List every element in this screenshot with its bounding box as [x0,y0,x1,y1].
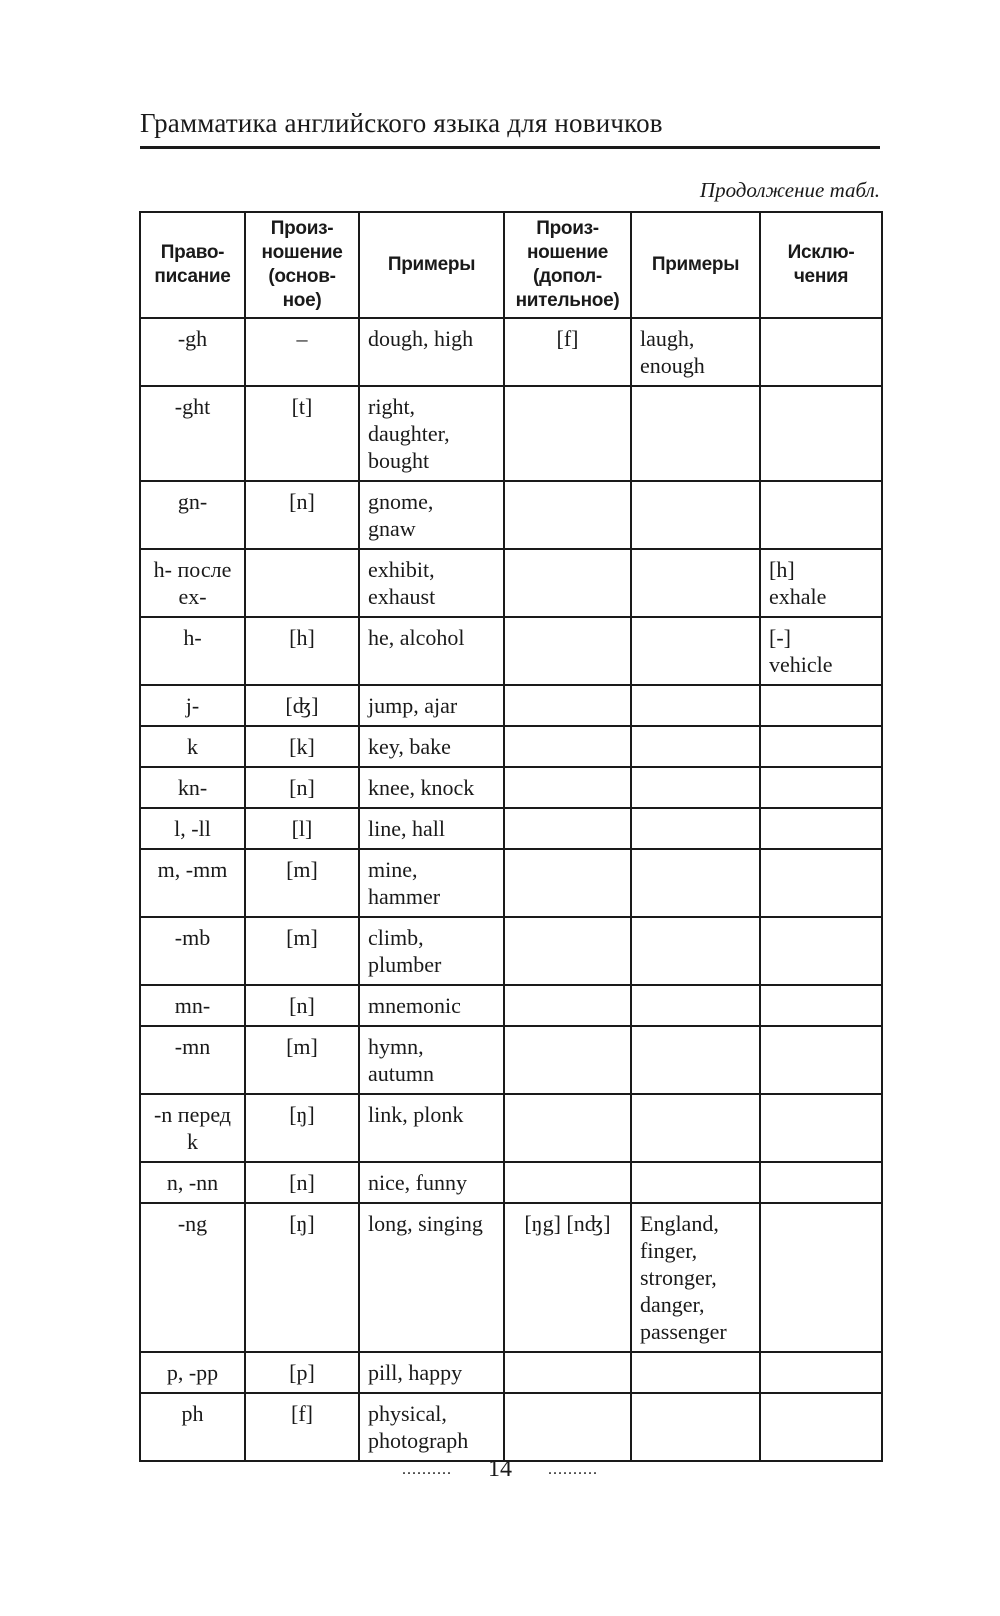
cell-spelling: kn- [140,767,245,808]
cell-spelling: l, -ll [140,808,245,849]
cell-examples-extra: England, finger, stronger, danger, passenger [631,1203,760,1352]
cell-exceptions: [h] exhale [760,549,882,617]
cell-pronunciation-extra [504,849,631,917]
cell-pronunciation-main: [l] [245,808,359,849]
table-header [140,212,882,318]
header-examples-extra: Примеры [631,212,760,318]
cell-exceptions [760,685,882,726]
cell-exceptions [760,849,882,917]
cell-pronunciation-extra [504,549,631,617]
page-footer [0,1456,1000,1483]
cell-spelling: h- [140,617,245,685]
cell-examples-main: jump, ajar [359,685,504,726]
cell-spelling: h- после ex- [140,549,245,617]
cell-exceptions [760,808,882,849]
cell-spelling: ph [140,1393,245,1461]
cell-exceptions [760,767,882,808]
cell-examples-main: nice, funny [359,1162,504,1203]
cell-examples-extra [631,685,760,726]
cell-pronunciation-main: [f] [245,1393,359,1461]
cell-examples-extra [631,481,760,549]
cell-examples-extra [631,1393,760,1461]
cell-examples-main: dough, high [359,318,504,386]
table-row [140,849,882,917]
cell-exceptions [760,318,882,386]
header-spelling: Право- писание [140,212,245,318]
cell-pronunciation-extra [504,617,631,685]
table-row [140,617,882,685]
cell-pronunciation-extra [504,808,631,849]
table-continuation-note: Продолжение табл. [699,178,880,202]
header-rule [140,146,880,149]
cell-spelling: m, -mm [140,849,245,917]
cell-spelling: -gh [140,318,245,386]
cell-pronunciation-main: [t] [245,386,359,481]
cell-pronunciation-extra: [f] [504,318,631,386]
table-row [140,726,882,767]
cell-examples-main: hymn, autumn [359,1026,504,1094]
cell-examples-main: key, bake [359,726,504,767]
header-examples-main: Примеры [359,212,504,318]
cell-pronunciation-main: [m] [245,1026,359,1094]
pronunciation-table [139,211,883,1462]
cell-exceptions [760,1094,882,1162]
table-row [140,808,882,849]
cell-pronunciation-extra [504,1162,631,1203]
cell-examples-main: right, daughter, bought [359,386,504,481]
cell-exceptions [760,726,882,767]
cell-examples-extra [631,726,760,767]
cell-spelling: -ng [140,1203,245,1352]
table-row [140,1352,882,1393]
cell-pronunciation-main: [n] [245,985,359,1026]
cell-pronunciation-main: [p] [245,1352,359,1393]
table-row [140,318,882,386]
cell-pronunciation-main: – [245,318,359,386]
footer-dots-left: .......... [402,1461,452,1479]
cell-pronunciation-extra [504,481,631,549]
table-row [140,481,882,549]
cell-pronunciation-main: [h] [245,617,359,685]
cell-examples-main: mnemonic [359,985,504,1026]
cell-examples-extra [631,1352,760,1393]
cell-examples-extra [631,808,760,849]
table-row [140,1162,882,1203]
cell-pronunciation-main: [ŋ] [245,1203,359,1352]
cell-spelling: -mn [140,1026,245,1094]
cell-pronunciation-main: [n] [245,767,359,808]
cell-pronunciation-main: [ʤ] [245,685,359,726]
table-row [140,1203,882,1352]
cell-examples-main: long, singing [359,1203,504,1352]
cell-examples-extra [631,549,760,617]
table-row [140,985,882,1026]
cell-exceptions [760,1162,882,1203]
cell-examples-extra [631,386,760,481]
cell-pronunciation-extra: [ŋg] [nʤ] [504,1203,631,1352]
cell-examples-extra [631,1162,760,1203]
cell-examples-main: he, alcohol [359,617,504,685]
cell-exceptions [760,1393,882,1461]
cell-examples-main: mine, hammer [359,849,504,917]
cell-exceptions [760,481,882,549]
cell-pronunciation-main: [ŋ] [245,1094,359,1162]
cell-spelling: gn- [140,481,245,549]
cell-pronunciation-extra [504,767,631,808]
cell-exceptions [760,1352,882,1393]
table-row [140,549,882,617]
cell-pronunciation-main: [m] [245,849,359,917]
cell-spelling: j- [140,685,245,726]
cell-examples-main: knee, knock [359,767,504,808]
cell-pronunciation-extra [504,1393,631,1461]
cell-pronunciation-main: [n] [245,1162,359,1203]
table-header-row [140,212,882,318]
cell-examples-extra [631,985,760,1026]
cell-pronunciation-extra [504,1026,631,1094]
cell-exceptions [760,386,882,481]
table-row [140,917,882,985]
header-pronunciation-extra: Произ- ношение (допол- нительное) [504,212,631,318]
cell-pronunciation-extra [504,685,631,726]
table-row [140,767,882,808]
cell-examples-extra [631,917,760,985]
cell-pronunciation-main: [m] [245,917,359,985]
cell-examples-extra [631,1094,760,1162]
cell-pronunciation-extra [504,1094,631,1162]
cell-exceptions [760,985,882,1026]
header-pronunciation-main: Произ- ношение (основ- ное) [245,212,359,318]
table-body [140,318,882,1461]
table-row [140,1393,882,1461]
page-number: 14 [488,1456,512,1482]
cell-examples-main: line, hall [359,808,504,849]
cell-spelling: -ght [140,386,245,481]
cell-examples-main: pill, happy [359,1352,504,1393]
cell-spelling: -mb [140,917,245,985]
running-header: Грамматика английского языка для новичков [140,108,663,138]
cell-examples-extra [631,1026,760,1094]
cell-exceptions [760,1203,882,1352]
cell-spelling: n, -nn [140,1162,245,1203]
cell-spelling: k [140,726,245,767]
cell-pronunciation-main [245,549,359,617]
cell-examples-main: exhibit, exhaust [359,549,504,617]
cell-pronunciation-extra [504,726,631,767]
cell-pronunciation-extra [504,386,631,481]
table-row [140,1094,882,1162]
cell-examples-extra [631,617,760,685]
cell-examples-main: gnome, gnaw [359,481,504,549]
cell-examples-main: link, plonk [359,1094,504,1162]
cell-pronunciation-main: [n] [245,481,359,549]
table-row [140,1026,882,1094]
cell-pronunciation-extra [504,985,631,1026]
cell-examples-extra: laugh, enough [631,318,760,386]
cell-exceptions [760,1026,882,1094]
header-exceptions: Исклю- чения [760,212,882,318]
cell-pronunciation-extra [504,917,631,985]
cell-pronunciation-extra [504,1352,631,1393]
cell-spelling: p, -pp [140,1352,245,1393]
cell-spelling: -n перед k [140,1094,245,1162]
cell-examples-extra [631,849,760,917]
table-row [140,386,882,481]
cell-pronunciation-main: [k] [245,726,359,767]
cell-spelling: mn- [140,985,245,1026]
cell-exceptions: [-] vehicle [760,617,882,685]
cell-exceptions [760,917,882,985]
cell-examples-main: physical, photograph [359,1393,504,1461]
table-row [140,685,882,726]
cell-examples-main: climb, plumber [359,917,504,985]
cell-examples-extra [631,767,760,808]
footer-dots-right: .......... [548,1461,598,1479]
